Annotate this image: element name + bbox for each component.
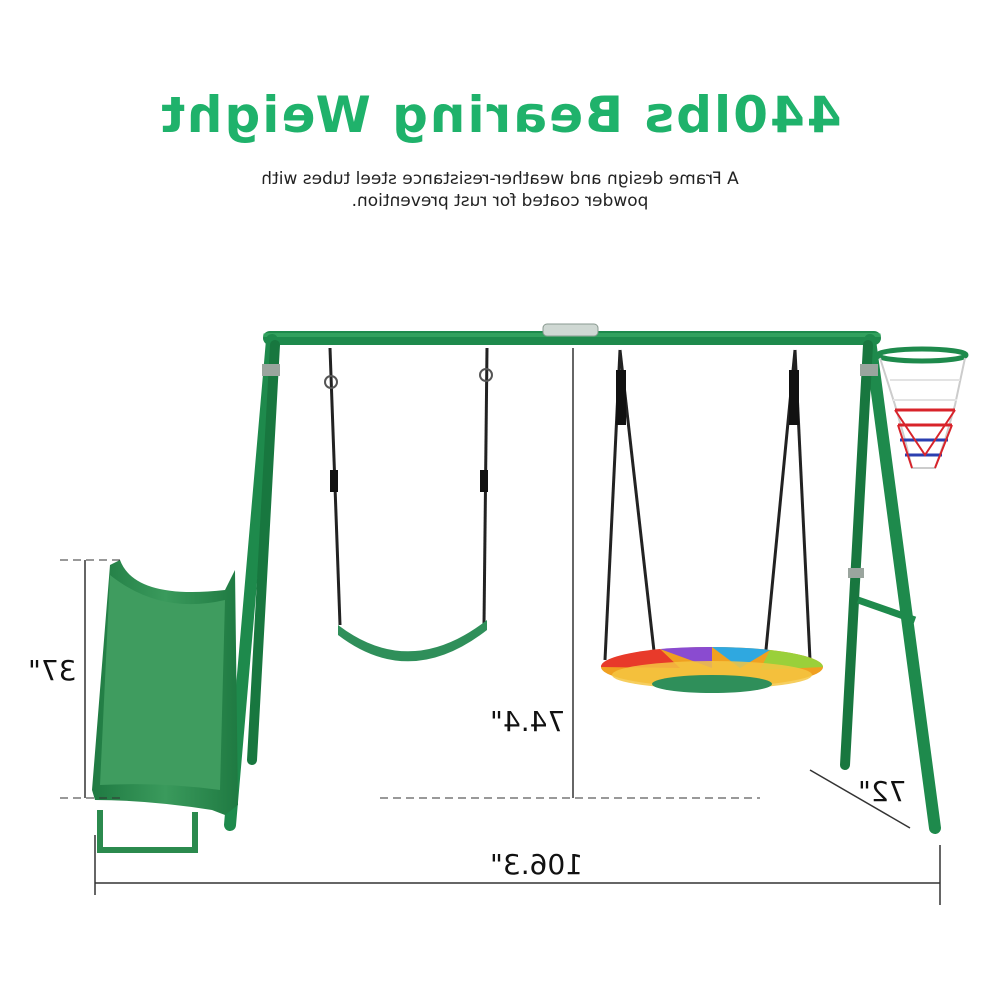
right-a-frame bbox=[845, 340, 935, 828]
headline-text: 440lbs Bearing Weight bbox=[158, 86, 842, 144]
belt-swing bbox=[325, 348, 492, 661]
depth-label: 72" bbox=[858, 775, 907, 808]
total-width-label: 106.3" bbox=[490, 848, 584, 881]
left-a-frame bbox=[230, 340, 280, 825]
top-beam bbox=[263, 324, 881, 345]
slide-height-label: 37" bbox=[28, 654, 77, 687]
saucer-swing bbox=[601, 350, 823, 693]
slide bbox=[92, 560, 238, 850]
subtitle-line-2: powder coated for rust prevention. bbox=[351, 191, 649, 211]
swing-height-label: 74.4" bbox=[490, 705, 566, 738]
subtitle-line-1: A Frame design and weather-resistance steel tubes with bbox=[261, 169, 739, 189]
basketball-hoop bbox=[878, 349, 966, 468]
